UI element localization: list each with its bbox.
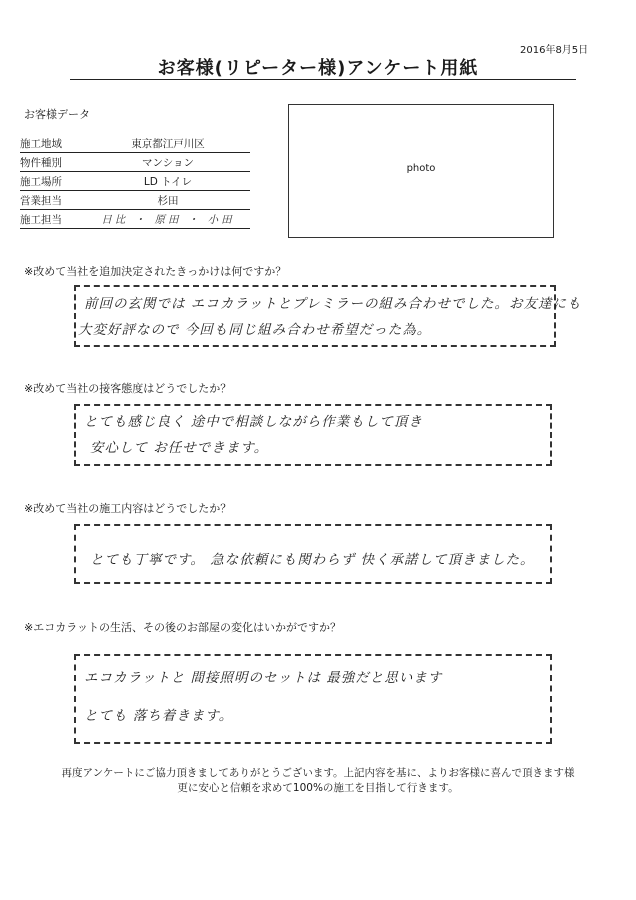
row-value: マンション: [141, 157, 195, 169]
row-label: 施工場所: [20, 176, 62, 188]
question-2: ※改めて当社の接客態度はどうでしたか？: [24, 382, 232, 395]
answer-1-line-2: 大変好評なので 今回も同じ組み合わせ希望だった為。: [78, 322, 432, 338]
question-4: ※エコカラットの生活、その後のお部屋の変化はいかがですか？: [24, 621, 341, 634]
row-value-handwritten: 日比 ・ 原田 ・ 小田: [101, 214, 235, 226]
row-label: 施工地域: [20, 138, 62, 150]
page-title: お客様(リピーター様)アンケート用紙: [157, 58, 479, 79]
row-value: 杉田: [157, 195, 179, 207]
photo-placeholder: [288, 104, 554, 238]
row-label: 施工担当: [20, 214, 62, 226]
answer-1-line-1: 前回の玄関では エコカラットとプレミラーの組み合わせでした。お友達にも: [84, 296, 582, 312]
answer-box-3: [74, 524, 552, 584]
customer-row-location: [20, 172, 250, 191]
answer-box-2: [74, 404, 552, 466]
answer-4-line-2: とても 落ち着きます。: [84, 708, 234, 724]
answer-box-4: [74, 654, 552, 744]
customer-data-heading: お客様データ: [24, 108, 90, 121]
customer-row-sales-rep: [20, 191, 250, 210]
customer-row-property-type: [20, 153, 250, 172]
question-3: ※改めて当社の施工内容はどうでしたか？: [24, 502, 232, 515]
answer-box-1: [74, 285, 582, 347]
question-1: ※改めて当社を追加決定されたきっかけは何ですか？: [24, 265, 287, 278]
row-label: 物件種別: [20, 157, 62, 169]
answer-2-line-1: とても感じ良く 途中で相談しながら作業もして頂き: [84, 414, 423, 430]
answer-4-line-1: エコカラットと 間接照明のセットは 最強だと思います: [84, 670, 443, 686]
footer-line-1: 再度アンケートにご協力頂きましてありがとうございます。上記内容を基に、よりお客様に喜んで頂きます様: [61, 767, 575, 779]
answer-3-line-1: とても丁寧です。 急な依頼にも関わらず 快く承諾して頂きました。: [90, 552, 535, 568]
customer-row-area: [20, 134, 250, 153]
customer-row-installers: [20, 210, 250, 229]
title-underline: [70, 79, 576, 80]
footer-line-2: 更に安心と信頼を求めて100%の施工を目指して行きます。: [177, 782, 459, 794]
customer-data-table: [20, 134, 250, 229]
row-value: LD トイレ: [143, 176, 193, 188]
survey-date: 2016年8月5日: [520, 45, 589, 56]
row-value: 東京都江戸川区: [131, 138, 205, 150]
photo-label: photo: [406, 163, 436, 174]
row-label: 営業担当: [20, 195, 62, 207]
answer-2-line-2: 安心して お任せできます。: [90, 440, 269, 456]
